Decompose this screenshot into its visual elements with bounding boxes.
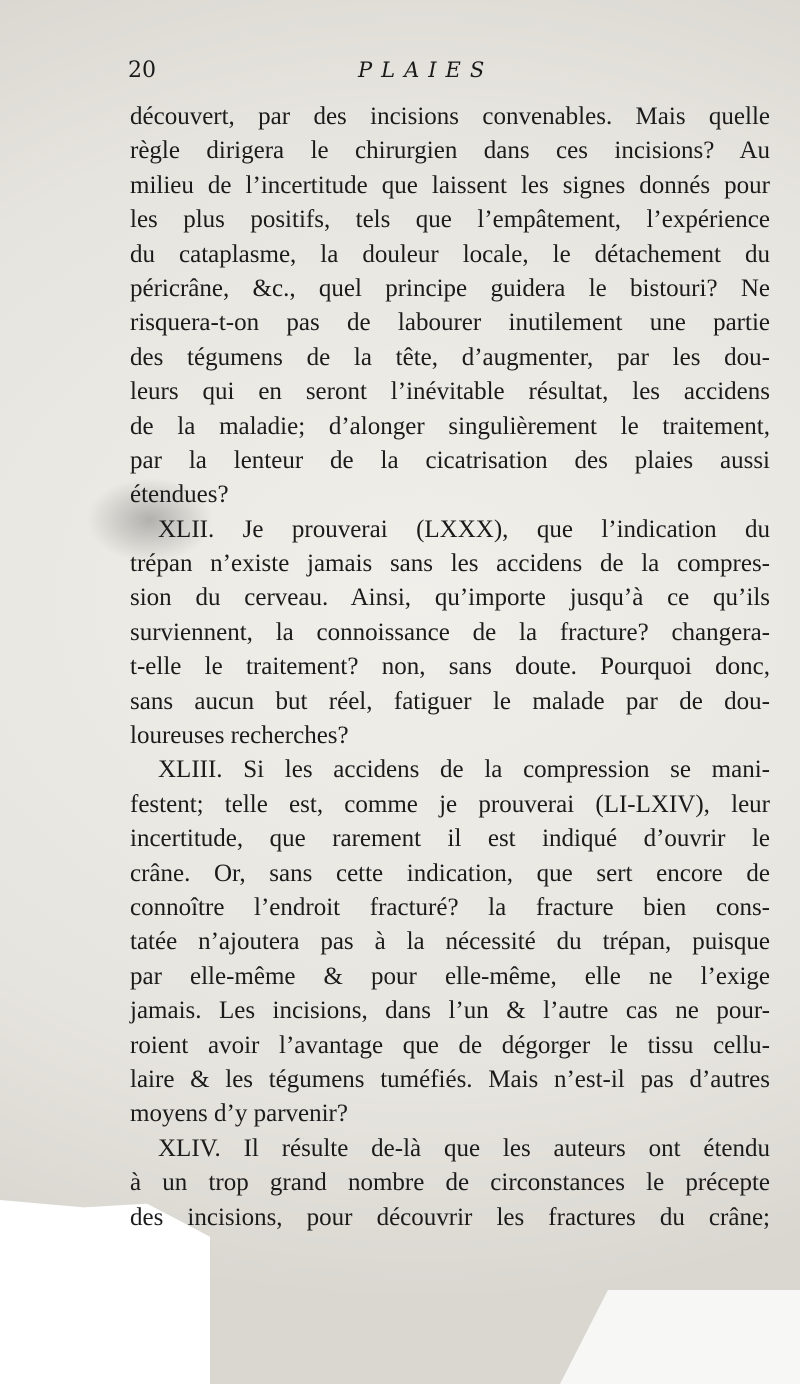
text-line: sion du cerveau. Ainsi, qu’importe jusqu’à ce qu’ils [130, 584, 770, 612]
page-number: 20 [128, 58, 156, 83]
text-line: à un trop grand nombre de circonstances le précepte [130, 1169, 770, 1197]
text-line: loureuses recherches? [130, 722, 349, 750]
text-line: découvert, par des incisions convenables. Mais quelle [130, 103, 770, 130]
text-line: de la maladie; d’alonger singulièrement le traitement, [130, 412, 770, 440]
text-line: connoître l’endroit fracturé? la fracture bien cons- [130, 893, 770, 921]
text-line: étendues? [130, 481, 229, 509]
text-line: surviennent, la connoissance de la fracture? changera- [130, 618, 770, 646]
text-line: règle dirigera le chirurgien dans ces incisions? Au [130, 137, 770, 165]
text-line: XLIII. Si les accidens de la compression se mani- [158, 756, 770, 784]
text-line: incertitude, que rarement il est indiqué d’ouvrir le [130, 825, 770, 853]
text-line: leurs qui en seront l’inévitable résultat, les accidens [130, 378, 770, 406]
text-line: roient avoir l’avantage que de dégorger le tissu cellu- [130, 1031, 770, 1059]
text-line: tatée n’ajoutera pas à la nécessité du trépan, puisque [130, 928, 770, 956]
text-line: les plus positifs, tels que l’empâtement, l’expérience [130, 206, 770, 234]
text-line: du cataplasme, la douleur locale, le détachement du [130, 240, 770, 268]
text-line: crâne. Or, sans cette indication, que sert encore de [130, 859, 770, 887]
text-line: par la lenteur de la cicatrisation des plaies aussi [130, 446, 770, 474]
text-line: des incisions, pour découvrir les fractures du crâne; [130, 1203, 770, 1231]
text-line: risquera-t-on pas de labourer inutilement une partie [130, 309, 770, 337]
text-line: XLIV. Il résulte de-là que les auteurs ont étendu [158, 1134, 770, 1162]
text-line: t-elle le traitement? non, sans doute. Pourquoi donc, [130, 653, 770, 681]
text-line: péricrâne, &c., quel principe guidera le bistouri? Ne [130, 274, 770, 302]
page-header [128, 58, 768, 92]
text-line: laire & les tégumens tuméfiés. Mais n’est-il pas d’autres [130, 1065, 770, 1093]
text-line: XLII. Je prouverai (LXXX), que l’indication du [158, 515, 770, 543]
text-line: milieu de l’incertitude que laissent les signes donnés pour [130, 171, 770, 199]
page-edge-shadow [560, 1290, 800, 1384]
text-line: sans aucun but réel, fatiguer le malade par de dou- [130, 687, 770, 715]
text-line: trépan n’existe jamais sans les accidens de la compres- [130, 550, 770, 578]
text-line: moyens d’y parvenir? [130, 1100, 348, 1128]
text-line: jamais. Les incisions, dans l’un & l’autre cas ne pour- [130, 997, 770, 1025]
running-head: PLAIES [358, 58, 494, 82]
body-text [130, 100, 770, 1235]
text-line: festent; telle est, comme je prouverai (LI-LXIV), leur [130, 790, 770, 818]
text-line: des tégumens de la tête, d’augmenter, par les dou- [130, 343, 770, 371]
text-line: par elle-même & pour elle-même, elle ne l’exige [130, 962, 770, 990]
